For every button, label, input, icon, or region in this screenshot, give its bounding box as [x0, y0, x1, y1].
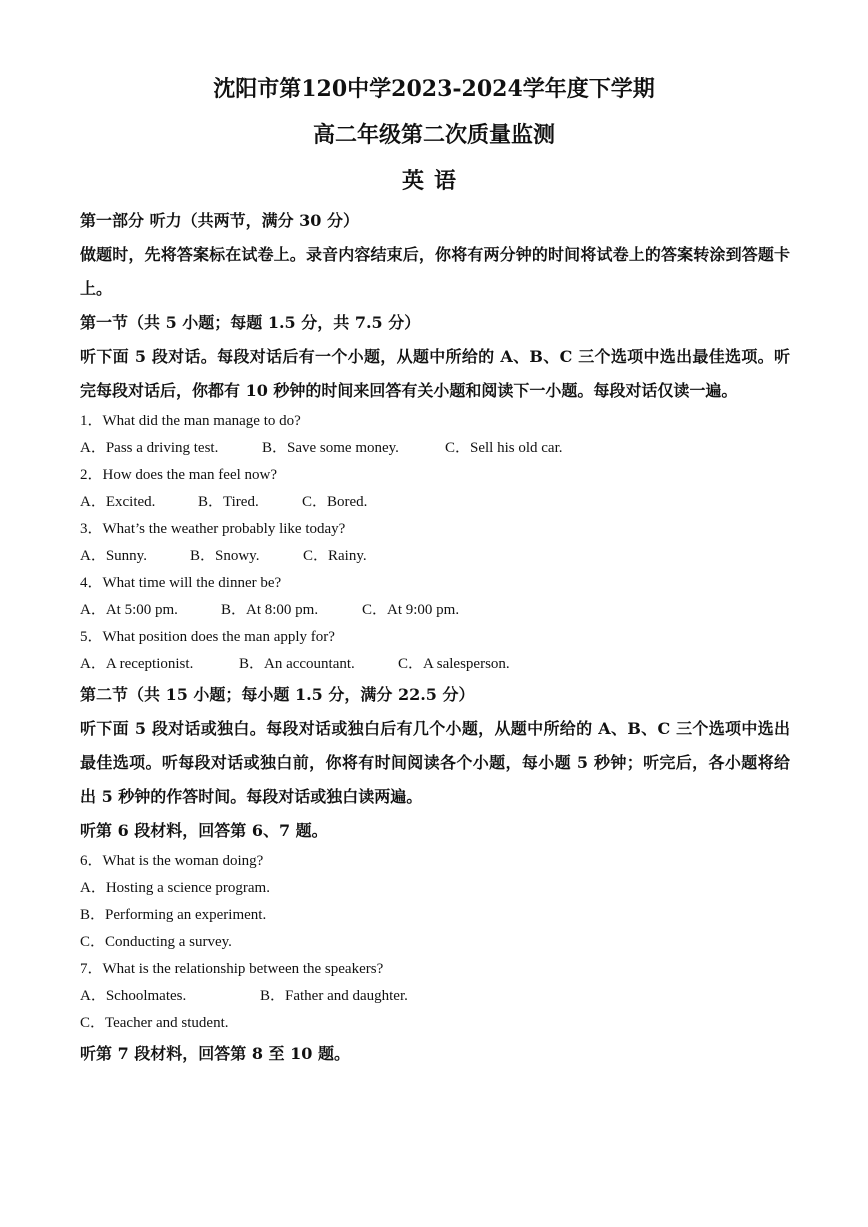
question-7-option-a: A．Schoolmates.	[80, 988, 187, 1004]
question-4-option-b: B．At 8:00 pm.	[221, 602, 319, 618]
question-5-option-c: C．A salesperson.	[398, 656, 510, 672]
question-3-stem: 3．What’s the weather probably like today?	[80, 521, 346, 537]
material-7-heading: 听第 7 段材料，回答第 8 至 10 题。	[80, 1044, 350, 1063]
question-5-stem: 5．What position does the man apply for?	[80, 629, 335, 645]
part1-heading: 第一部分 听力（共两节，满分 30 分）	[80, 211, 359, 230]
exam-title: 沈阳市第120中学2023-2024学年度下学期	[213, 76, 655, 102]
question-6-option-a: A．Hosting a science program.	[80, 880, 270, 896]
question-7-option-b: B．Father and daughter.	[260, 988, 408, 1004]
question-6-option-b: B．Performing an experiment.	[80, 907, 267, 923]
question-1-option-a: A．Pass a driving test.	[80, 440, 219, 456]
question-3-option-a: A．Sunny.	[80, 548, 147, 564]
exam-body	[80, 204, 790, 1071]
question-1-option-b: B．Save some money.	[262, 440, 399, 456]
question-2-stem: 2．How does the man feel now?	[80, 467, 278, 483]
question-4-options	[80, 597, 790, 624]
question-2-option-b: B．Tired.	[198, 494, 259, 510]
question-4-option-a: A．At 5:00 pm.	[80, 602, 178, 618]
question-4-stem: 4．What time will the dinner be?	[80, 575, 282, 591]
subject-title: 英语	[401, 168, 466, 194]
question-1-options	[80, 435, 790, 462]
question-7-options	[80, 983, 790, 1010]
section1-heading: 第一节（共 5 小题；每题 1.5 分，共 7.5 分）	[80, 313, 421, 332]
question-7-option-c: C．Teacher and student.	[80, 1015, 229, 1031]
question-6-stem: 6．What is the woman doing?	[80, 853, 264, 869]
section2-heading: 第二节（共 15 小题；每小题 1.5 分，满分 22.5 分）	[80, 685, 475, 704]
exam-subtitle: 高二年级第二次质量监测	[312, 122, 555, 148]
question-2-option-a: A．Excited.	[80, 494, 156, 510]
part1-instruction: 做题时，先将答案标在试卷上。录音内容结束后，你将有两分钟的时间将试卷上的答案转涂到答题卡上。	[80, 245, 790, 298]
question-5-option-a: A．A receptionist.	[80, 656, 194, 672]
question-5-options	[80, 651, 790, 678]
section2-instruction: 听下面 5 段对话或独白。每段对话或独白后有几个小题，从题中所给的 A、B、C 三个选项中选出最佳选项。听每段对话或独白前，你将有时间阅读各个小题，每小题 5 秒钟；听完后，各小题将给出 5 秒钟的作答时间。每段对话或独白读两遍。	[80, 719, 790, 806]
question-7-stem: 7．What is the relationship between the speakers?	[80, 961, 384, 977]
question-1-option-c: C．Sell his old car.	[445, 440, 563, 456]
question-6-option-c: C．Conducting a survey.	[80, 934, 232, 950]
question-5-option-b: B．An accountant.	[239, 656, 355, 672]
question-4-option-c: C．At 9:00 pm.	[362, 602, 460, 618]
question-3-option-c: C．Rainy.	[303, 548, 367, 564]
material-6-heading: 听第 6 段材料，回答第 6、7 题。	[80, 821, 328, 840]
question-3-option-b: B．Snowy.	[190, 548, 260, 564]
section1-instruction: 听下面 5 段对话。每段对话后有一个小题，从题中所给的 A、B、C 三个选项中选出最佳选项。听完每段对话后，你都有 10 秒钟的时间来回答有关小题和阅读下一小题。每段对话仅读一遍。	[80, 347, 790, 400]
question-1-stem: 1．What did the man manage to do?	[80, 413, 301, 429]
question-2-option-c: C．Bored.	[302, 494, 368, 510]
question-3-options	[80, 543, 790, 570]
question-2-options	[80, 489, 790, 516]
